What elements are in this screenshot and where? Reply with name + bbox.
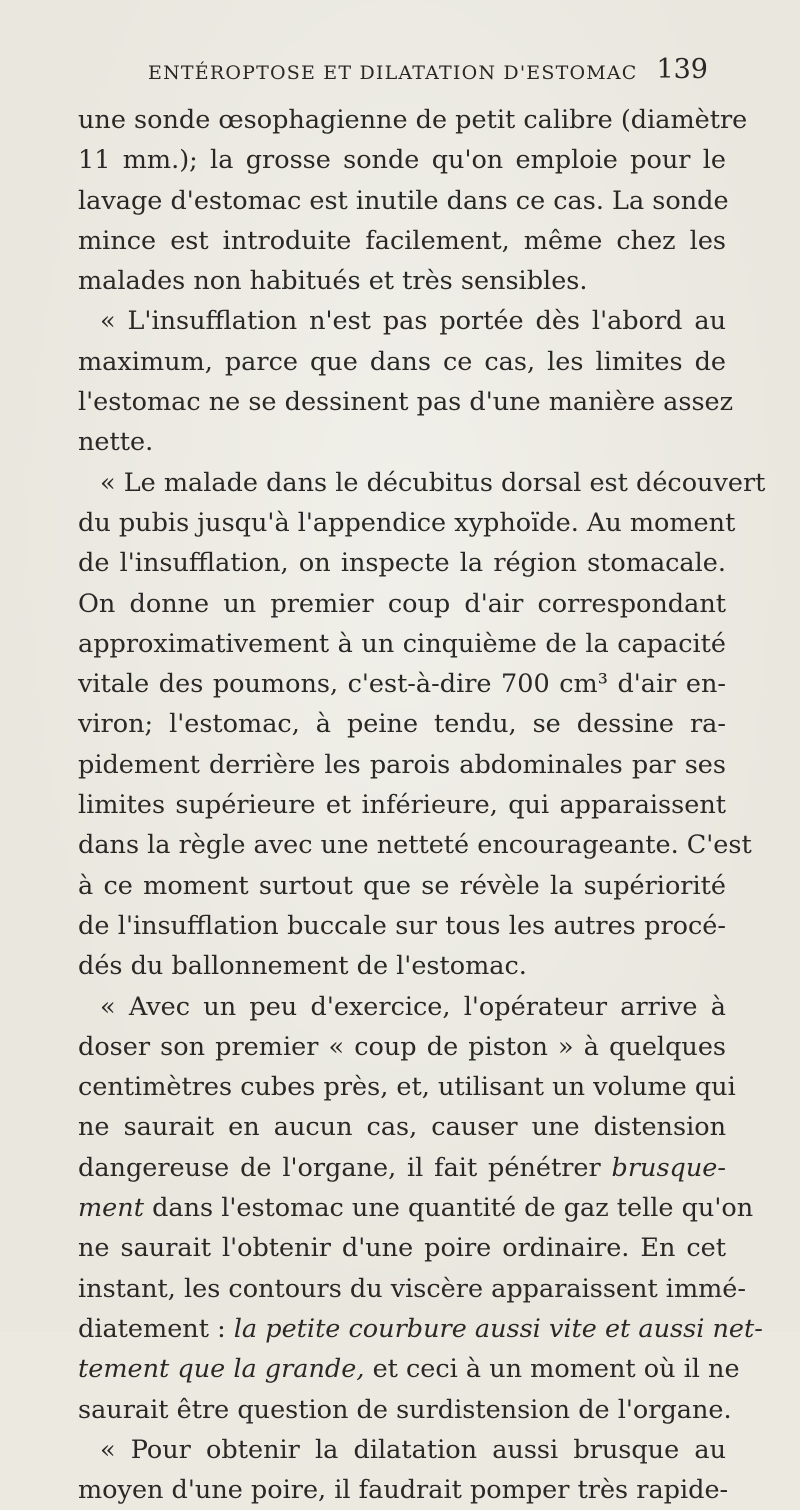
text-line: doser son premier « coup de piston » à quelques [78, 1031, 726, 1062]
text-line: nette. [78, 427, 154, 458]
italic-segment: brusque- [611, 1152, 727, 1183]
text-line [78, 1148, 726, 1188]
text-line: « Pour obtenir la dilatation aussi brusque au [100, 1434, 726, 1465]
text-line: dés du ballonnement de l'estomac. [78, 951, 527, 982]
italic-segment: ment [78, 1193, 144, 1224]
text-line: l'estomac ne se dessinent pas d'une manière assez [78, 387, 734, 418]
text-line [78, 1349, 740, 1389]
page-number: 139 [656, 54, 708, 85]
text-line: « Avec un peu d'exercice, l'opérateur arrive à [100, 991, 726, 1022]
text-line: pidement derrière les parois abdominales par ses [78, 749, 726, 780]
text-line: limites supérieure et inférieure, qui apparaissent [78, 790, 726, 821]
text-line: « L'insufflation n'est pas portée dès l'abord au [100, 306, 726, 337]
text-line: de l'insufflation buccale sur tous les autres procé- [78, 910, 726, 941]
text-line: vitale des poumons, c'est-à-dire 700 cm³ d'air en- [78, 669, 726, 700]
text-line: lavage d'estomac est inutile dans ce cas. La sonde [78, 185, 729, 216]
text-segment: dangereuse de l'organe, il fait pénétrer [78, 1152, 601, 1183]
text-line [78, 1188, 754, 1228]
text-line: centimètres cubes près, et, utilisant un volume qui [78, 1072, 736, 1103]
page-header [148, 54, 708, 102]
body-text [78, 100, 766, 1510]
text-line: malades non habitués et très sensibles. [78, 266, 588, 297]
text-line: approximativement à un cinquième de la capacité [78, 628, 726, 659]
text-line: dans la règle avec une netteté encourageante. C'est [78, 830, 752, 861]
text-line: ne saurait en aucun cas, causer une distension [78, 1112, 726, 1143]
text-segment: diatement : [78, 1313, 226, 1344]
running-head: ENTÉROPTOSE ET DILATATION D'ESTOMAC [148, 62, 638, 84]
text-segment: et ceci à un moment où il ne [372, 1354, 740, 1385]
text-line [78, 1309, 763, 1349]
text-line: 11 mm.); la grosse sonde qu'on emploie pour le [78, 145, 726, 176]
text-line: mince est introduite facilement, même chez les [78, 225, 726, 256]
italic-segment: tement que la grande, [78, 1354, 365, 1385]
text-line: instant, les contours du viscère apparaissent immé- [78, 1273, 747, 1304]
italic-segment: la petite courbure aussi vite et aussi net- [233, 1313, 763, 1344]
text-line: de l'insufflation, on inspecte la région stomacale. [78, 548, 726, 579]
text-line: « Le malade dans le décubitus dorsal est découvert [100, 467, 766, 498]
text-line: du pubis jusqu'à l'appendice xyphoïde. Au moment [78, 507, 736, 538]
text-line: viron; l'estomac, à peine tendu, se dessine ra- [78, 709, 726, 740]
text-line: maximum, parce que dans ce cas, les limites de [78, 346, 726, 377]
text-line: une sonde œsophagienne de petit calibre (diamètre [78, 105, 748, 135]
text-line: ne saurait l'obtenir d'une poire ordinaire. En cet [78, 1233, 726, 1264]
text-line: On donne un premier coup d'air correspondant [78, 588, 726, 619]
text-line: moyen d'une poire, il faudrait pomper très rapide- [78, 1475, 729, 1506]
text-segment: dans l'estomac une quantité de gaz telle qu'on [152, 1193, 754, 1224]
text-line: saurait être question de surdistension de l'organe. [78, 1394, 732, 1425]
text-line: à ce moment surtout que se révèle la supériorité [78, 870, 726, 901]
